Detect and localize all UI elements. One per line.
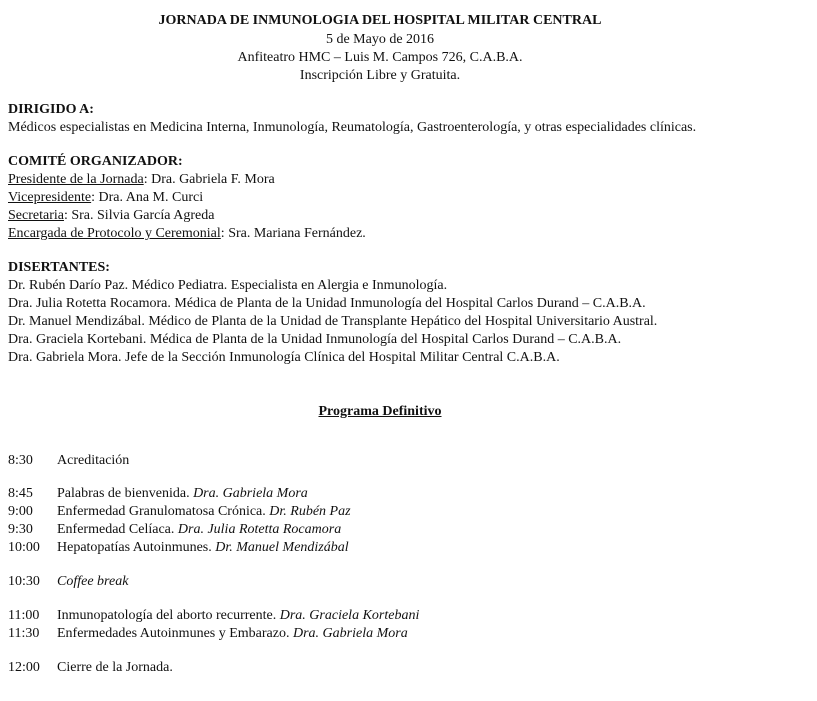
disertantes-heading: DISERTANTES: — [8, 260, 110, 275]
schedule-topic: Enfermedad Granulomatosa Crónica. — [57, 504, 270, 519]
comite-member — [8, 171, 275, 189]
member-sep: : — [63, 208, 72, 223]
comite-member — [8, 225, 366, 243]
schedule-speaker: Dra. Gabriela Mora — [292, 626, 408, 641]
member-name: Dra. Gabriela F. Mora — [151, 172, 275, 187]
member-role: Presidente de la Jornada — [8, 172, 144, 187]
member-sep: : — [143, 172, 152, 187]
schedule-item — [57, 503, 351, 521]
schedule-item — [57, 573, 128, 591]
event-date: 5 de Mayo de 2016 — [325, 32, 435, 47]
disertante-item: Dra. Graciela Kortebani. Médica de Planta de la Unidad Inmunología del Hospital Carlos Durand – C.A.B.A. — [8, 332, 622, 347]
disertante-item: Dra. Gabriela Mora. Jefe de la Sección Inmunología Clínica del Hospital Militar Central C.A.B.A. — [8, 350, 560, 365]
schedule-topic: Inmunopatología del aborto recurrente. — [57, 608, 280, 623]
schedule-speaker: Dra. Gabriela Mora — [193, 486, 308, 501]
schedule-time: 10:30 — [8, 574, 40, 589]
schedule-topic: Hepatopatías Autoinmunes. — [57, 540, 216, 555]
schedule-time: 8:30 — [8, 453, 33, 468]
dirigido-text: Médicos especialistas en Medicina Interna, Inmunología, Reumatología, Gastroenterología, y otras especialidades clínicas. — [8, 120, 697, 135]
document-title: JORNADA DE INMUNOLOGIA DEL HOSPITAL MILITAR CENTRAL — [158, 13, 602, 28]
schedule-time: 9:00 — [8, 504, 33, 519]
schedule-item — [57, 607, 419, 625]
programa-heading: Programa Definitivo — [318, 404, 442, 419]
member-sep: : — [220, 226, 229, 241]
schedule-speaker: Dra. Graciela Kortebani — [279, 608, 420, 623]
schedule-item — [57, 659, 173, 677]
schedule-time: 11:00 — [8, 608, 40, 623]
schedule-speaker: Dra. Julia Rotetta Rocamora — [177, 522, 342, 537]
schedule-time: 9:30 — [8, 522, 33, 537]
schedule-item — [57, 452, 129, 470]
member-role: Vicepresidente — [8, 190, 92, 205]
member-name: Sra. Mariana Fernández. — [228, 226, 366, 241]
comite-member — [8, 207, 214, 225]
schedule-time: 12:00 — [8, 660, 40, 675]
schedule-time: 8:45 — [8, 486, 33, 501]
schedule-item — [57, 539, 349, 557]
member-name: Sra. Silvia García Agreda — [71, 208, 215, 223]
member-role: Secretaria — [8, 208, 64, 223]
schedule-item — [57, 625, 408, 643]
schedule-topic: Enfermedades Autoinmunes y Embarazo. — [57, 626, 293, 641]
dirigido-heading: DIRIGIDO A: — [8, 102, 94, 117]
registration-note: Inscripción Libre y Gratuita. — [299, 68, 461, 83]
schedule-item — [57, 521, 341, 539]
schedule-topic: Enfermedad Celíaca. — [57, 522, 178, 537]
schedule-topic: Cierre de la Jornada. — [57, 660, 173, 675]
schedule-time: 11:30 — [8, 626, 40, 641]
schedule-topic: Palabras de bienvenida. — [57, 486, 194, 501]
disertante-item: Dr. Rubén Darío Paz. Médico Pediatra. Especialista en Alergia e Inmunología. — [8, 278, 448, 293]
schedule-time: 10:00 — [8, 540, 40, 555]
schedule-speaker: Dr. Manuel Mendizábal — [215, 540, 349, 555]
member-name: Dra. Ana M. Curci — [98, 190, 204, 205]
event-venue: Anfiteatro HMC – Luis M. Campos 726, C.A.B.A. — [237, 50, 523, 65]
comite-member — [8, 189, 203, 207]
schedule-topic: Acreditación — [57, 453, 130, 468]
member-sep: : — [91, 190, 99, 205]
comite-heading: COMITÉ ORGANIZADOR: — [8, 154, 183, 169]
disertante-item: Dra. Julia Rotetta Rocamora. Médica de Planta de la Unidad Inmunología del Hospital Carlos Durand – C.A.B.A. — [8, 296, 646, 311]
schedule-speaker: Coffee break — [57, 574, 129, 589]
schedule-speaker: Dr. Rubén Paz — [269, 504, 351, 519]
disertante-item: Dr. Manuel Mendizábal. Médico de Planta de la Unidad de Transplante Hepático del Hospital Universitario Austral. — [8, 314, 658, 329]
schedule-item — [57, 485, 308, 503]
member-role: Encargada de Protocolo y Ceremonial — [8, 226, 221, 241]
